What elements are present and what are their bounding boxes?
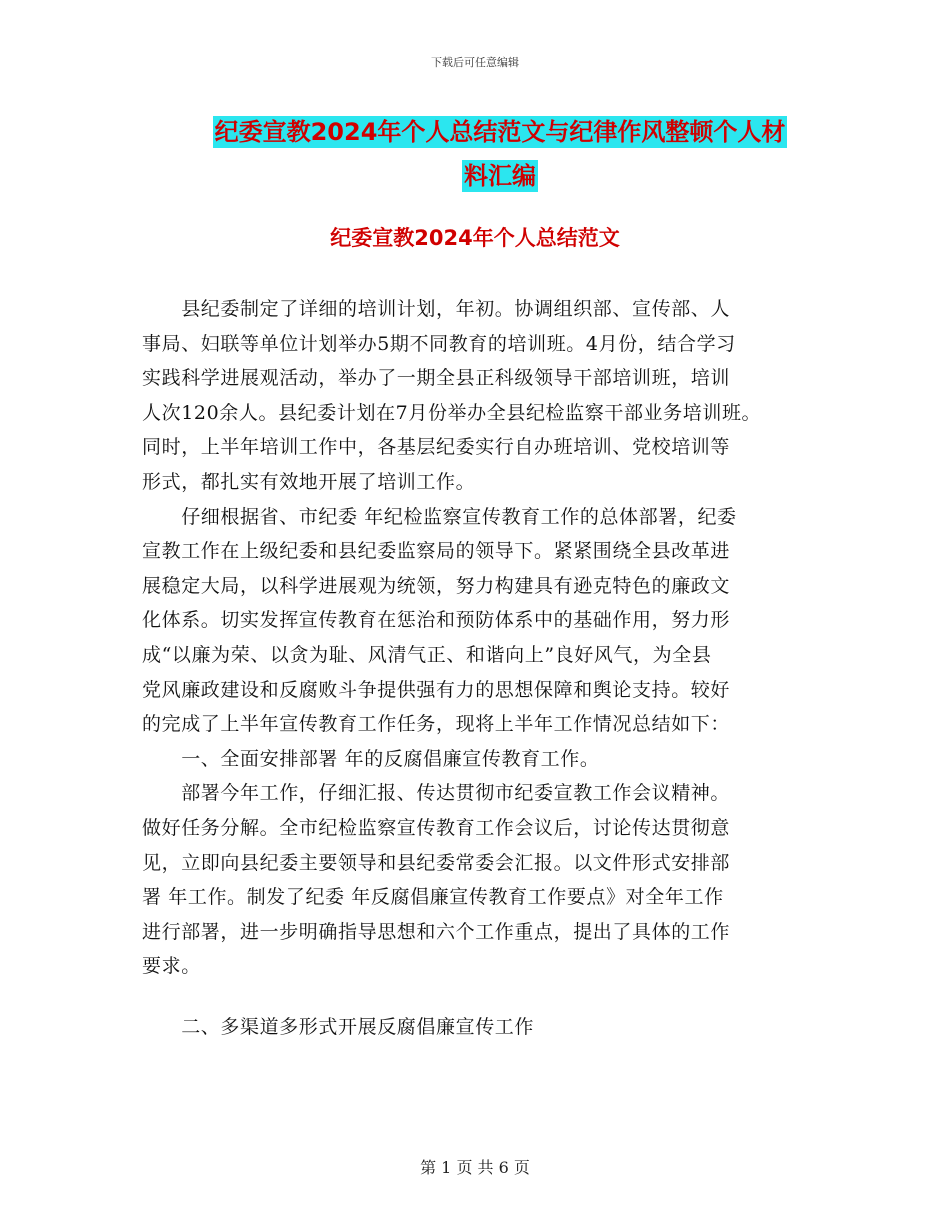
- header-note: 下载后可任意编辑: [431, 56, 519, 69]
- paragraph-block-1: [142, 292, 822, 984]
- text-line: 仔细根据省、市纪委 年纪检监察宣传教育工作的总体部署，纪委: [142, 505, 737, 528]
- paragraph-gap: [142, 984, 822, 1010]
- document-title: [140, 110, 860, 198]
- text-line: 事局、妇联等单位计划举办5期不同教育的培训班。4月份，结合学习: [142, 332, 736, 355]
- document-body: [142, 292, 822, 1044]
- page-number: 第 1 页 共 6 页: [420, 1158, 530, 1177]
- paragraph-block-2: [142, 1010, 822, 1045]
- document-title-line-1: 纪委宣教2024年个人总结范文与纪律作风整顿个人材: [214, 118, 786, 146]
- text-line: 的完成了上半年宣传教育工作任务，现将上半年工作情况总结如下：: [142, 713, 731, 736]
- text-line: 化体系。切实发挥宣传教育在惩治和预防体系中的基础作用，努力形: [142, 609, 731, 632]
- text-line: 成“以廉为荣、以贪为耻、风清气正、和谐向上”良好风气，为全县: [142, 643, 712, 666]
- text-line: 要求。: [142, 955, 201, 978]
- text-line: 二、多渠道多形式开展反腐倡廉宣传工作: [142, 1015, 535, 1038]
- text-line: 党风廉政建设和反腐败斗争提供强有力的思想保障和舆论支持。较好: [142, 678, 731, 701]
- text-line: 形式，都扎实有效地开展了培训工作。: [142, 470, 476, 493]
- section-title: 纪委宣教2024年个人总结范文: [330, 226, 620, 250]
- text-line: 部署今年工作，仔细汇报、传达贯彻市纪委宣教工作会议精神。: [142, 782, 731, 805]
- text-line: 署 年工作。制发了纪委 年反腐倡廉宣传教育工作要点》对全年工作: [142, 886, 724, 909]
- text-line: 县纪委制定了详细的培训计划，年初。协调组织部、宣传部、人: [142, 298, 731, 320]
- text-line: 同时，上半年培训工作中，各基层纪委实行自办班培训、党校培训等: [142, 436, 731, 459]
- text-line: 实践科学进展观活动，举办了一期全县正科级领导干部培训班，培训: [142, 367, 731, 390]
- document-title-line-2: 料汇编: [464, 162, 536, 190]
- text-line: 宣教工作在上级纪委和县纪委监察局的领导下。紧紧围绕全县改革进: [142, 540, 731, 563]
- text-line: 做好任务分解。全市纪检监察宣传教育工作会议后，讨论传达贯彻意: [142, 816, 731, 839]
- text-line: 一、全面安排部署 年的反腐倡廉宣传教育工作。: [142, 747, 600, 770]
- text-line: 见，立即向县纪委主要领导和县纪委常委会汇报。以文件形式安排部: [142, 851, 731, 874]
- text-line: 进行部署，进一步明确指导思想和六个工作重点，提出了具体的工作: [142, 920, 731, 943]
- text-line: 人次120余人。县纪委计划在7月份举办全县纪检监察干部业务培训班。: [142, 401, 762, 424]
- text-line: 展稳定大局，以科学进展观为统领，努力构建具有逊克特色的廉政文: [142, 574, 731, 597]
